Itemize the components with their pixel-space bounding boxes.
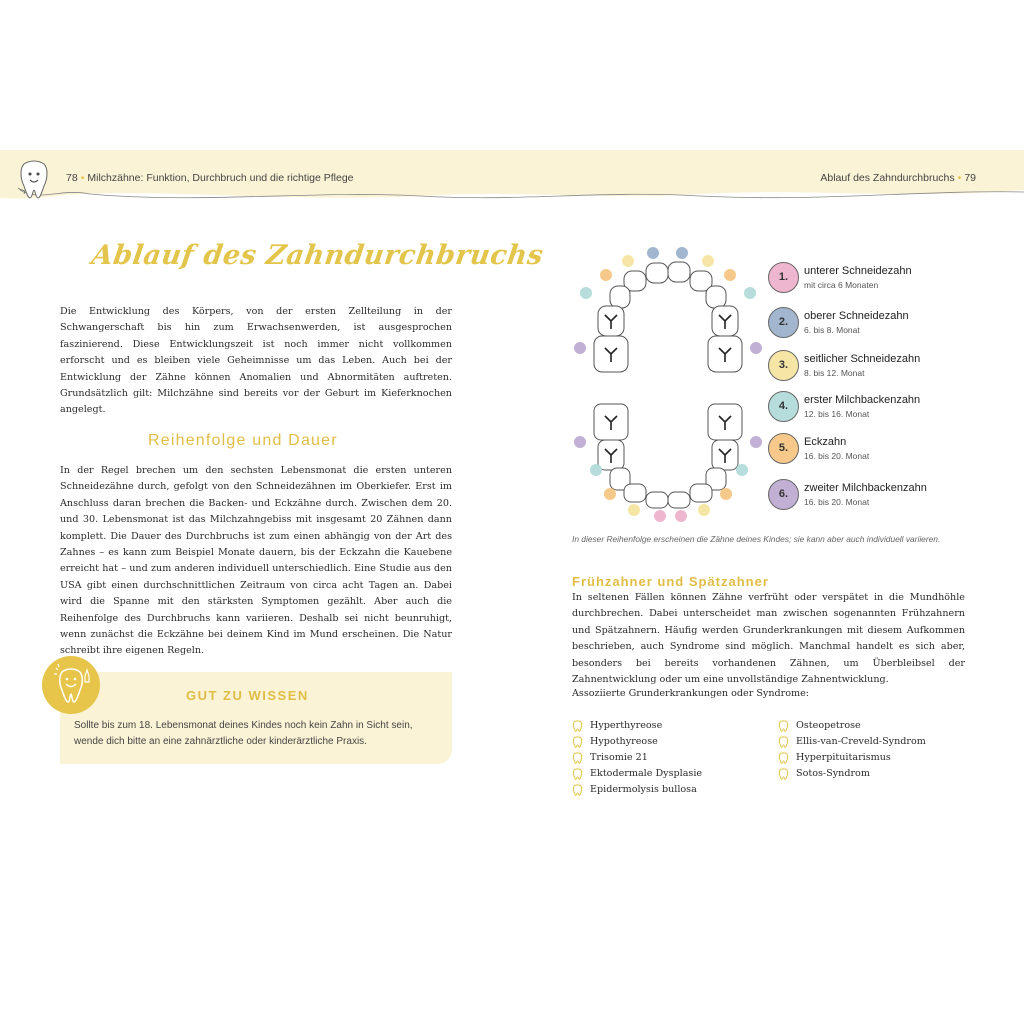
condition-label: Ellis-van-Creveld-Syndrom	[796, 736, 926, 747]
upper-tooth	[706, 286, 726, 308]
left-page-number: 78	[66, 172, 78, 184]
info-box-title: GUT ZU WISSEN	[186, 688, 309, 703]
tooth-bullet-icon	[778, 768, 789, 780]
eruption-order-dot	[750, 436, 762, 448]
header-separator: •	[957, 172, 962, 184]
info-box-text: Sollte bis zum 18. Lebensmonat deines Kindes noch kein Zahn in Sicht sein, wende dich bitte an eine zahnärztliche oder kinderärztliche Praxis.	[74, 720, 413, 747]
tooth-thumbs-up-icon	[42, 656, 100, 714]
tooth-bullet-icon	[572, 720, 583, 732]
eruption-order-dot	[647, 247, 659, 259]
legend-number-badge: 1.	[768, 262, 799, 293]
tooth-bullet-icon	[572, 752, 583, 764]
condition-label: Osteopetrose	[796, 720, 861, 731]
reihenfolge-paragraph: In der Regel brechen um den sechsten Lebensmonat die ersten unteren Schneidezähne durch, gefolgt von den Schneidezähnen im Oberkiefer. Erst im Anschluss daran brechen die Backen- und Eckzähne durch. Zwischen dem 20. und 30. Lebensmonat ist das Milchzahngebiss mit insgesamt 20 Zähnen dann komplett. Die Dauer des Durchbruchs ist zum einen abhängig von der Art des Zahnes – es kann zum Beispiel Monate dauern, bis der Eckzahn die Kauebene erreicht hat – und zum anderen individuell unterschiedlich. Eine Studie aus den USA gibt einen durchschnittlichen Zeitraum von circa acht Tagen an. Dabei wird die Spanne mit den stärksten Symptomen gezählt. Aber auch die Reihenfolge des Durchbruchs kann variieren. Deshalb sei nicht beunruhigt, wenn zunächst die Eckzähne bei deinem Kind im Mund erscheinen. Die Natur schreibt ihre eigenen Regeln.	[60, 465, 452, 657]
right-running-title: Ablauf des Zahndurchbruchs	[820, 172, 955, 184]
tooth-bullet-icon	[572, 736, 583, 748]
conditions-list-right	[778, 718, 926, 782]
condition-item	[778, 718, 926, 734]
condition-label: Epidermolysis bullosa	[590, 784, 697, 795]
condition-item	[572, 750, 702, 766]
condition-item	[778, 766, 926, 782]
eruption-order-dot	[736, 464, 748, 476]
eruption-order-dot	[675, 510, 687, 522]
header-right	[820, 172, 976, 184]
eruption-order-dot	[676, 247, 688, 259]
legend-number-badge: 3.	[768, 350, 799, 381]
eruption-order-dot	[702, 255, 714, 267]
eruption-order-dot	[590, 464, 602, 476]
upper-tooth	[668, 262, 690, 282]
header-separator: •	[80, 172, 85, 184]
section-heading-fruehzahner: Frühzahner und Spätzahner	[572, 574, 769, 589]
eruption-order-dot	[628, 504, 640, 516]
condition-label: Trisomie 21	[590, 752, 648, 763]
tooth-bullet-icon	[778, 736, 789, 748]
legend-eruption-time: 12. bis 16. Monat	[804, 409, 870, 419]
diagram-caption: In dieser Reihenfolge erscheinen die Zähne deines Kindes; sie kann aber auch individuell variieren.	[572, 534, 941, 544]
legend-tooth-name: oberer Schneidezahn	[804, 310, 909, 322]
legend-number-badge: 5.	[768, 433, 799, 464]
tooth-mascot-icon	[14, 158, 54, 202]
left-running-title: Milchzähne: Funktion, Durchbruch und die richtige Pflege	[87, 172, 354, 184]
eruption-order-dot	[580, 287, 592, 299]
fruehzahner-paragraph: In seltenen Fällen können Zähne verfrüht oder verspätet in die Mundhöhle durchbrechen. Dabei unterscheidet man zwischen sogenannten Frühzahnern und Spätzahnern. Häufig werden Grunderkrankungen mit diesem Aufkommen beschrieben, auch Syndrome sind möglich. Manchmal handelt es sich aber, besonders bei bereits vorhandenen Zähnen, um Überbleibsel der Zahnentwicklung oder um eine unvollständige Zahnentwicklung.	[572, 592, 965, 686]
lower-tooth	[624, 484, 646, 502]
legend-number-badge: 6.	[768, 479, 799, 510]
eruption-order-dot	[622, 255, 634, 267]
legend-eruption-time: 16. bis 20. Monat	[804, 497, 870, 507]
tooth-bullet-icon	[572, 784, 583, 796]
legend-tooth-name: seitlicher Schneidezahn	[804, 353, 921, 365]
condition-label: Sotos-Syndrom	[796, 768, 870, 779]
condition-item	[572, 782, 702, 798]
legend-eruption-time: 8. bis 12. Monat	[804, 368, 865, 378]
eruption-order-dot	[698, 504, 710, 516]
tooth-eruption-diagram	[566, 238, 766, 528]
condition-label: Hyperpituitarismus	[796, 752, 891, 763]
condition-item	[572, 718, 702, 734]
upper-tooth	[610, 286, 630, 308]
page-title: Ablauf des Zahndurchbruchs	[89, 240, 546, 271]
legend-number-badge: 4.	[768, 391, 799, 422]
eruption-order-dot	[574, 342, 586, 354]
tooth-bullet-icon	[778, 720, 789, 732]
conditions-list-left	[572, 718, 702, 798]
legend-eruption-time: mit circa 6 Monaten	[804, 280, 879, 290]
eruption-order-dot	[724, 269, 736, 281]
condition-label: Hyperthyreose	[590, 720, 663, 731]
tooth-bullet-icon	[572, 768, 583, 780]
conditions-intro: Assoziierte Grunderkrankungen oder Syndrome:	[572, 688, 810, 699]
right-page-number: 79	[964, 172, 976, 184]
eruption-order-dot	[654, 510, 666, 522]
legend-tooth-name: Eckzahn	[804, 436, 847, 448]
upper-tooth	[646, 263, 668, 283]
legend-eruption-time: 6. bis 8. Monat	[804, 325, 860, 335]
legend-tooth-name: erster Milchbackenzahn	[804, 394, 921, 406]
eruption-order-dot	[720, 488, 732, 500]
lower-tooth	[646, 492, 668, 508]
condition-item	[572, 766, 702, 782]
legend-eruption-time: 16. bis 20. Monat	[804, 451, 870, 461]
lower-tooth	[668, 492, 690, 508]
eruption-order-dot	[604, 488, 616, 500]
legend-tooth-name: zweiter Milchbackenzahn	[804, 482, 927, 494]
condition-item	[572, 734, 702, 750]
mascot-badge	[42, 656, 100, 714]
eruption-order-dot	[574, 436, 586, 448]
section-heading-reihenfolge: Reihenfolge und Dauer	[148, 432, 338, 449]
legend-number-badge: 2.	[768, 307, 799, 338]
intro-paragraph: Die Entwicklung des Körpers, von der ersten Zellteilung in der Schwangerschaft bis hin zum Erwachsenwerden, ist ausgesprochen faszinierend. Diese Entwicklungszeit ist noch immer nicht vollkommen erforscht und es bleiben viele Geheimnisse um das Leben. Auch bei der Entwicklung der Zähne können Anomalien und Abnormitäten auftreten. Grundsätzlich gilt: Milchzähne sind bereits vor der Geburt im Kieferknochen angelegt.	[60, 306, 452, 416]
condition-item	[778, 750, 926, 766]
legend-tooth-name: unterer Schneidezahn	[804, 265, 912, 277]
eruption-order-dot	[600, 269, 612, 281]
tooth-bullet-icon	[778, 752, 789, 764]
eruption-order-dot	[750, 342, 762, 354]
condition-item	[778, 734, 926, 750]
eruption-order-dot	[744, 287, 756, 299]
lower-tooth	[690, 484, 712, 502]
condition-label: Ektodermale Dysplasie	[590, 768, 703, 779]
header-left	[66, 172, 354, 184]
condition-label: Hypothyreose	[590, 736, 658, 747]
